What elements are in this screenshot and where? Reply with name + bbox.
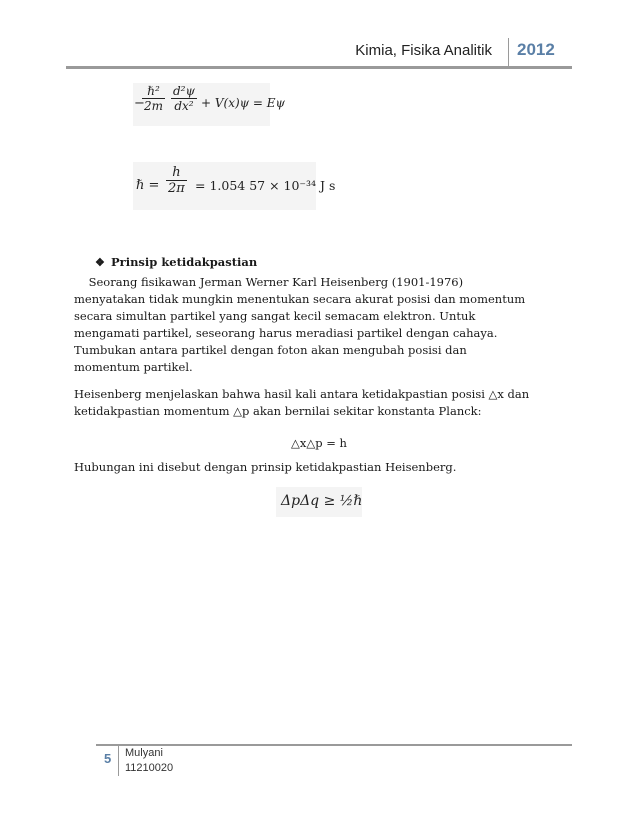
paragraph-heisenberg-principle (74, 459, 574, 476)
fraction-numerator: h (166, 165, 187, 181)
header-year: 2012 (517, 40, 555, 59)
page-number: 5 (104, 751, 112, 766)
hbar-fraction (142, 84, 165, 113)
author-id: 11210020 (125, 762, 174, 774)
paragraph-heisenberg-intro (74, 274, 574, 376)
minus-sign: − (134, 96, 145, 111)
author-name: Mulyani (125, 747, 163, 759)
text-line: secara simultan partikel yang sangat kecil semacam elektron. Untuk (74, 309, 476, 323)
header-divider (508, 38, 509, 68)
text-line: Heisenberg menjelaskan bahwa hasil kali antara ketidakpastian posisi △x dan (74, 387, 530, 401)
footer-author (125, 746, 173, 776)
equation-rest: + V(x)ψ = Eψ (201, 96, 285, 110)
paragraph-heisenberg-explanation (74, 386, 574, 420)
hbar-value: = 1.054 57 × 10⁻³⁴ J s (195, 178, 336, 193)
text-line: menyatakan tidak mungkin menentukan secara akurat posisi dan momentum (74, 292, 526, 306)
h-over-2pi-fraction (166, 165, 187, 196)
inequality-text: ΔpΔq ≥ ½ℏ (281, 493, 363, 509)
text-line: Tumbukan antara partikel dengan foton akan mengubah posisi dan (74, 343, 467, 357)
fraction-denominator: 2π (168, 181, 185, 196)
fraction-numerator: ℏ² (142, 84, 165, 99)
hbar-equation-image (133, 162, 336, 210)
page-header (0, 36, 638, 72)
fraction-denominator: 2m (144, 99, 164, 113)
diamond-bullet-icon: ❖ (95, 256, 105, 269)
text-line: momentum partikel. (74, 360, 193, 374)
section-heading-text: Prinsip ketidakpastian (111, 255, 258, 269)
text-line: Seorang fisikawan Jerman Werner Karl Heisenberg (1901-1976) (74, 275, 464, 289)
derivative-numerator: d²ψ (173, 84, 195, 98)
uncertainty-inequality-image (276, 487, 362, 517)
header-title: Kimia, Fisika Analitik (355, 42, 492, 59)
footer-divider (118, 746, 119, 776)
text-line: mengamati partikel, seseorang harus meradiasi partikel dengan cahaya. (74, 326, 498, 340)
text-line: Hubungan ini disebut dengan prinsip ketidakpastian Heisenberg. (74, 460, 457, 474)
derivative-denominator: dx² (174, 99, 194, 113)
header-rule (66, 66, 572, 69)
uncertainty-relation-text: △x△p = h (291, 436, 347, 450)
hbar-lhs: ℏ = (136, 178, 160, 193)
text-line: ketidakpastian momentum △p akan bernilai sekitar konstanta Planck: (74, 404, 482, 418)
derivative-fraction (171, 84, 197, 113)
schrodinger-equation-image (133, 83, 285, 126)
section-heading (95, 255, 257, 269)
